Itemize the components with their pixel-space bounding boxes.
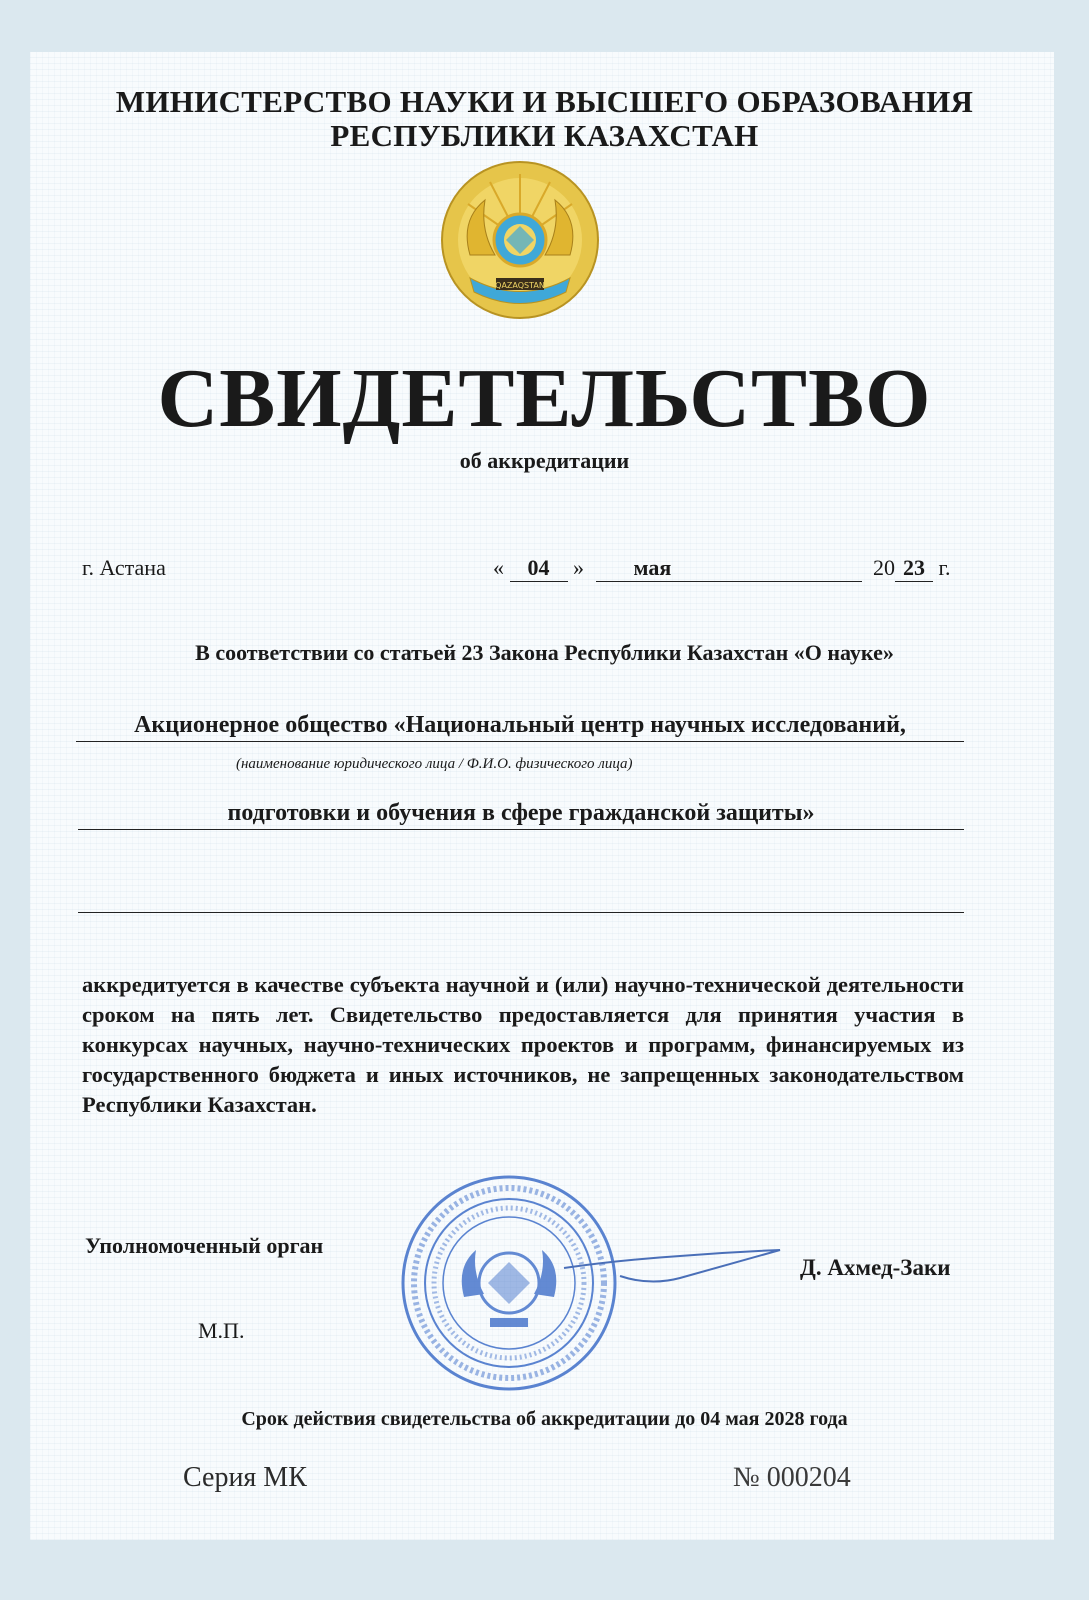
open-quote: « bbox=[493, 555, 504, 580]
handwritten-signature-icon bbox=[560, 1238, 790, 1298]
kazakhstan-state-emblem-icon bbox=[440, 160, 600, 320]
certificate-number: № 000204 bbox=[733, 1462, 851, 1493]
ministry-header bbox=[0, 85, 1089, 153]
issue-month: мая bbox=[596, 555, 862, 582]
validity-statement: Срок действия свидетельства об аккредитации до 04 мая 2028 года bbox=[241, 1408, 848, 1430]
document-title: СВИДЕТЕЛЬСТВО bbox=[157, 352, 932, 445]
issue-day: 04 bbox=[510, 555, 568, 582]
emblem-text: QAZAQSTAN bbox=[495, 281, 545, 290]
year-unit: г. bbox=[938, 555, 951, 580]
blank-underline bbox=[78, 912, 964, 913]
year-suffix: 23 bbox=[895, 555, 933, 582]
ministry-line-2: РЕСПУБЛИКИ КАЗАХСТАН bbox=[330, 118, 759, 153]
organization-field-hint: (наименование юридического лица / Ф.И.О. физического лица) bbox=[236, 756, 633, 772]
law-reference: В соответствии со статьей 23 Закона Республики Казахстан «О науке» bbox=[195, 640, 894, 665]
close-quote: » bbox=[573, 555, 584, 580]
organization-name-line-2: подготовки и обучения в сфере гражданской защиты» bbox=[78, 800, 964, 830]
signer-name: Д. Ахмед-Заки bbox=[800, 1255, 951, 1280]
stamp-place-label: М.П. bbox=[198, 1318, 245, 1343]
document-subtitle: об аккредитации bbox=[459, 448, 630, 473]
issue-date bbox=[493, 555, 951, 582]
authority-label: Уполномоченный орган bbox=[85, 1233, 324, 1258]
ministry-line-1: МИНИСТЕРСТВО НАУКИ И ВЫСШЕГО ОБРАЗОВАНИЯ bbox=[115, 84, 974, 119]
organization-name-line-1: Акционерное общество «Национальный центр научных исследований, bbox=[76, 712, 964, 742]
issue-city: г. Астана bbox=[82, 555, 166, 580]
accreditation-text: аккредитуется в качестве субъекта научной и (или) научно-технической деятельности сроком на пять лет. Свидетельство предоставляется для принятия участия в конкурсах научных, научно-технических проектов и программ, финансируемых из государственного бюджета и иных источников, не запрещенных законодательством Республики Казахстан. bbox=[82, 972, 964, 1117]
certificate-series: Серия МК bbox=[183, 1462, 307, 1493]
year-prefix: 20 bbox=[873, 555, 895, 580]
